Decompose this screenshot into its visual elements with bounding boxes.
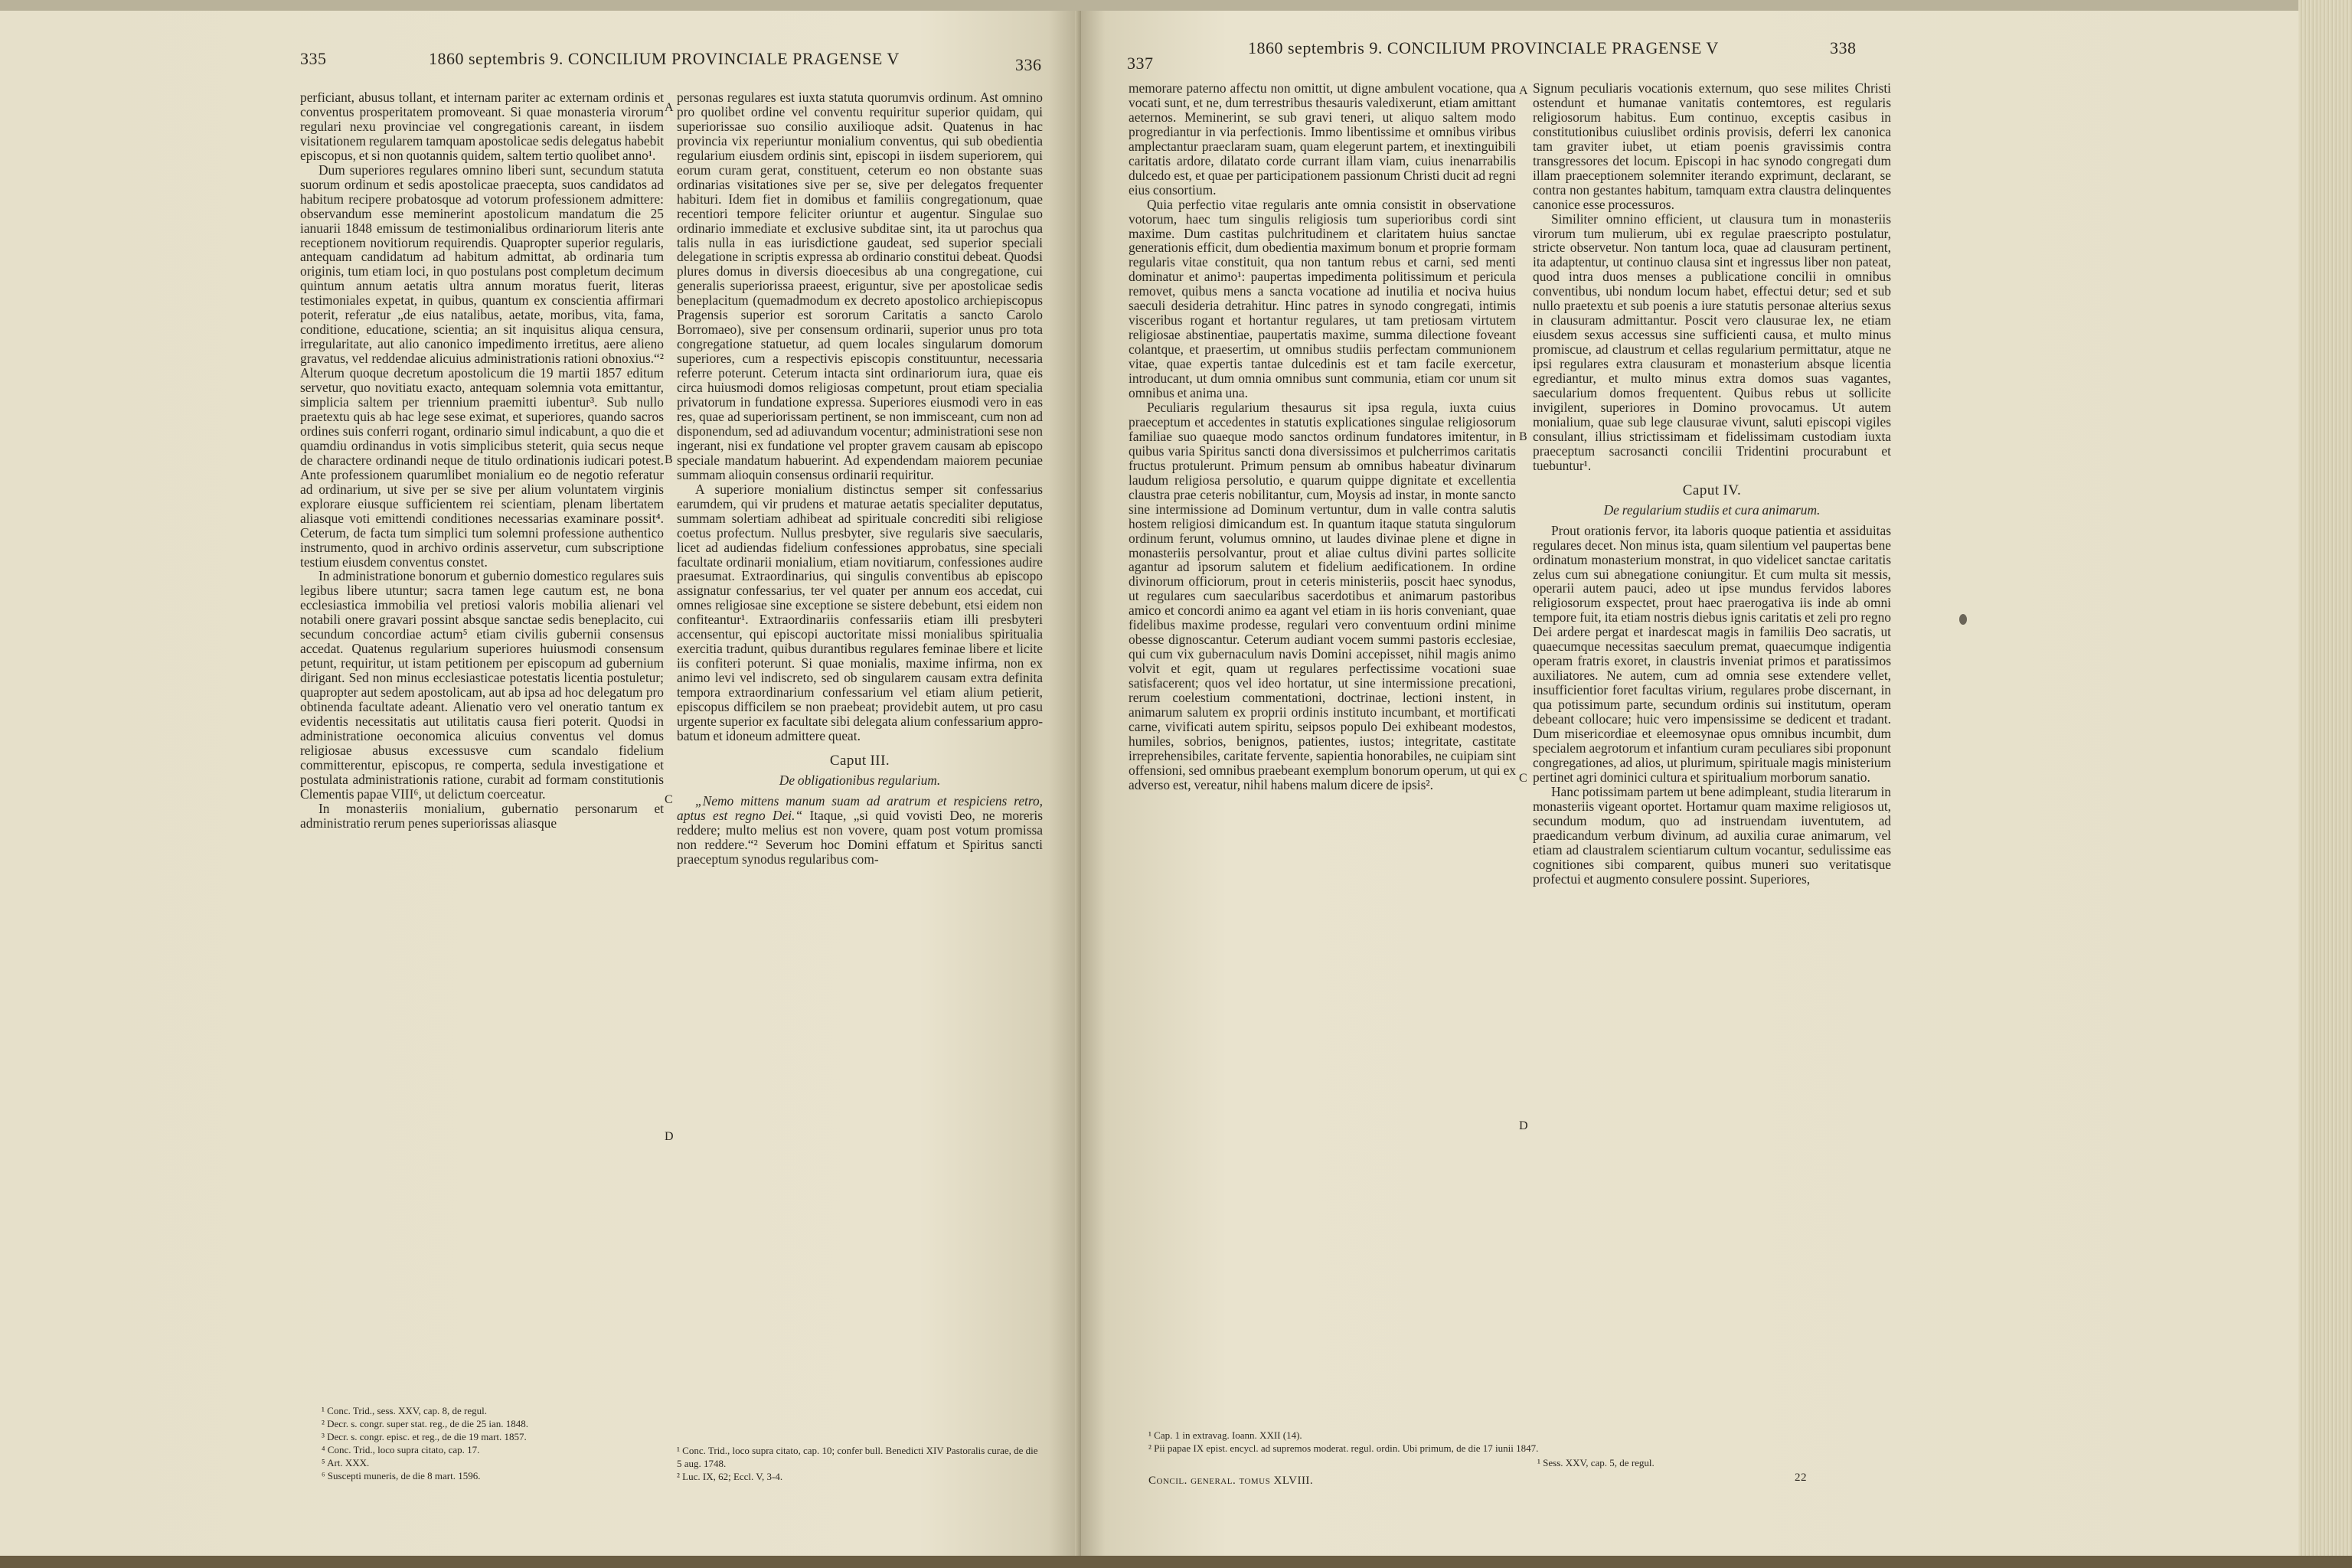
paragraph: Peculiaris regularium thesaurus sit ipsa regula, iuxta cuius praeceptum et accedentes in statutis explicationes singulae religiosorum familiae suo quaeque modo sanctos ordinum fundatores imitentur, in quibus varia Spiritus sancti dona diversissimos et pulcherrimos caritatis fructus protulerunt. Primum pensum ab omnibus habeatur divinarum laudum religiosa persolutio, e quarum quippe dignitate et excellentia claustra prae ceteris nobilitantur, cum, Moysis ad instar, in monte sancto sine intermissione ad Dominum vertuntur, dum in valle contra salutis hostem religiosi dimicandum est. In quantum itaque statuta singulorum ordinum ferunt, volumus omnino, ut laudes divinae plene et digne in monasteriis persolvantur, prout et aliae cultus divini partes sollicite agantur ad ipsorum salutem et fidelium aedificationem. In ordine divinorum officiorum, prout in ceteris ministeriis, poscit haec synodus, ut regulares cum saecularibus sacerdotibus et animarum pastoribus amico et concordi animo ea agant vel etiam in iis horis conveniant, quae fidelibus maxime prodesse, regulari vero conventuum ordini minime obesse dignoscantur. Ceterum audiant vocem summi pastoris ecclesiae, qui cum vix gubernaculum navis Domini accepisset, nihil magis animo volvit et egit, quam ut regulares perfectissime vocationi suae satisfacerent; quos vel ideo hortatur, ut sine intermissione precationi, rerum coelestium commentationi, doctrinae, lectioni instent, in animarum salutem ex proprii ordinis instituto incumbant, et mortificati carne, vivificati autem spiritu, seipsos populo Dei exhibeant modestos, humiles, sobrios, benignos, patientes, iustos; integritate, castitate irreprehensibiles, caritate fervente, sapientia honorabiles, ne cuipiam sint offensioni, sed omnibus praebeant exemplum bonorum operum, ut qui ex adverso est, vereatur, nihil habens malum dicere de ipsis². <box>1129 399 1516 792</box>
left-page <box>0 11 1081 1556</box>
chapter-title: Caput III. <box>829 752 890 769</box>
scripture-quote: „Nemo mittens manum suam ad aratrum et respiciens retro, aptus est regno Dei.“ <box>677 792 1043 823</box>
footnote: ⁵ Art. XXX. <box>322 1457 370 1468</box>
running-head-left: 1860 septembris 9. CONCILIUM PROVINCIALE PRAGENSE V <box>429 49 900 68</box>
right-page-column-1 <box>1129 81 1516 1413</box>
page-number-337: 337 <box>1127 54 1154 73</box>
left-page-column-1 <box>300 90 664 1370</box>
left-page-column-2 <box>677 90 1043 1418</box>
margin-letter-a: A <box>665 101 674 114</box>
page-number-335: 335 <box>300 49 327 68</box>
left-col2-footnotes <box>677 1444 1043 1483</box>
paragraph: Dum superiores regulares omnino liberi sunt, secundum statuta suorum ordinum et sedis apostolicae praecepta, suos candidatos ad habitum recipere probatosque ad votorum professionem admittere: observandum esse meminerint apostolicum mandatum die 25 ianuarii 1848 emissum de testimonialibus ordinariorum literis ante receptionem novitiorum requirendis. Quapropter superior regularis, antequam candidatum ad habitum admittat, ab ordinaria tum originis, tum etiam loci, in quo postulans post completum decimum quintum annum aetatis ultra annum moratus fuerit, literas testimoniales expetat, in quibus, quantum ex conscientia affirmari poterit, referatur „de eius natalibus, aetate, moribus, vita, fama, conditione, educatione, scientia; an sit inquisitus aliqua censura, irregularitate, aut alio canonico impedimento irretitus, aere alieno gravatus, vel reddendae alicuius administrationis rationi obnoxius.“² Alterum quoque decretum apostolicum die 19 martii 1857 editum servetur, quo novitiatu exacto, antequam solemnia vota emittantur, simplicia saltem per triennium praemitti iubentur³. Sub nullo praetextu quis ab hac lege sese eximat, et superiores, quando sacros ordines suis conferri rogant, ordinario simul indicabunt, a quo die et quamdiu ordinandus in votis simplicibus steterit, quia secus neque de charactere ordinandi neque de titulo ordinationis iudicari potest. Ante professionem quarumlibet monialium eo de negotio referatur ad ordinarium, ut sive per se sive per alium voluntatem virginis explorare eiusque sufficientem rei scientiam, plenam libertatem aliasque voti emittendi conditiones necessarias examinare possit⁴. Ceterum, de facta tum simplici tum solemni professione authentico instrumento, quod in archivo ordinis asservetur, cum subscriptione testium eiusdem conventus constet. <box>300 162 664 570</box>
footnote: ² Luc. IX, 62; Eccl. V, 3-4. <box>677 1471 783 1482</box>
book-top-edge <box>0 0 2352 11</box>
footnote: ² Decr. s. congr. super stat. reg., de die 25 ian. 1848. <box>322 1418 528 1429</box>
paragraph: perficiant, abusus tollant, et internam pariter ac externam ordinis et conventus prosperitatem promoveant. Si quae monasteria virorum regulari nexu provinciae vel congregationis careant, in iisdem visitationem regularem tamquam apostolicae sedis delegatus habebit episcopus, et si non quotannis quidem, saltem tertio quolibet anno¹. <box>300 90 664 163</box>
margin-letter-c: C <box>1519 772 1527 785</box>
margin-letter-b: B <box>1519 430 1527 443</box>
margin-letter-c: C <box>665 793 673 806</box>
paragraph: Prout orationis fervor, ita laboris quoque patientia et assiduitas regulares decet. Non minus ista, quam silentium vel paupertas bene ordinatum monasterium monstrat, in quo videlicet sanctae caritatis zelus cum sui abnegatione coniungitur. Et cum multa sit messis, operarii autem pauci, adeo ut ipse mundus fervidos labores religiosorum exspectet, prout haec praerogativa iis inde ab omni tempore fuit, ita etiam nostris diebus ignis caritatis et zeli pro regno Dei ardere pergat et inardescat magis in familiis Deo sacratis, ut quaecumque necessitas saeculum premat, quaecumque indigentia operam fratris exoret, in claustris inveniat primos et paratissimos auxiliatores. Ne autem, cum ad omnia sese extendere vellet, insufficientior foret facultas virium, regulares probe discernant, in qua potissimum parte, secundum ordinis sui institutum, operam debeant collocare; huic vero impensissime se dedicent et tradant. Dum misericordiae et eleemosynae opus omnibus incumbit, dum specialem aegrotorum et infantium curam peculiares sibi proponunt congregationes, ad alios, ut plurimum, spirituale magis ministerium pertinet agri dominici cultura et spiritualium morborum sanatio. <box>1533 522 1891 785</box>
ink-smudge <box>1959 614 1967 625</box>
chapter-title: Caput IV. <box>1682 482 1742 498</box>
book-bottom-edge <box>0 1556 2352 1568</box>
page-number-338: 338 <box>1830 38 1857 57</box>
footnote: ¹ Sess. XXV, cap. 5, de regul. <box>1537 1457 1655 1468</box>
sheet-number: 22 <box>1795 1472 1807 1484</box>
footnote: ⁴ Conc. Trid., loco supra citato, cap. 17. <box>322 1444 480 1455</box>
margin-letter-a: A <box>1519 84 1528 97</box>
paragraph-continuation: Itaque, „si quid vovisti Deo, ne moreris reddere; multo melius est non vovere, quam post votum promissa non reddere.“² Severum hoc Domini effatum et Spiritus sancti praeceptum synodus regularibus com- <box>677 807 1043 867</box>
signature-mark: Concil. general. tomus XLVIII. <box>1148 1475 1314 1487</box>
footnote: ¹ Conc. Trid., sess. XXV, cap. 8, de regul. <box>322 1405 487 1416</box>
paragraph: personas regulares est iuxta statuta quorumvis ordinum. Ast omnino pro quolibet ordine vel conventu requiritur superior quidam, qui superiorissae suo consilio auxilioque adsit. Quatenus in hac provincia vix reperiuntur monialium conventus, qui sub obedientia regularium eiusdem ordinis sint, episcopi in iisdem superiorem, qui eorum curam gerat, constituent, ceterum eo non obstante suas ordinarias visitationes sive per se, sive per delegatos frequenter habituri. Idem fiet in domibus et familiis congregationum, quae recentiori tempore feliciter oriuntur et augentur. Singulae suo ordinario immediate et exclusive subditae sint, ita ut parochus qua talis nulla in eas iurisdictione gaudeat, sed superior speciali delegatione in scriptis expressa ab ordinario constitui debeat. Quodsi plures domus in diversis dioecesibus ab una congregatione, cui generalis superiorissa praeest, eriguntur, sive per apostolicae sedis beneplacitum (quemadmodum ex decreto apostolico archiepiscopus Pragensis superior est sororum Caritatis a sancto Carolo Borromaeo), sive per consensum ordinarii, superior unus pro tota congregatione statuetur, ad quem locales singularum domorum superiores, cum a respectivis episcopis constituuntur, necessaria referre poterunt. Ceterum intacta sint ordinariorum iura, quae eis circa huiusmodi domos religiosas competunt, prout etiam specialia privatorum in fundatione expressa. Superiores eiusmodi vero in eas res, quae ad superiorissam pertinent, se non immisceant, cum non ad disponendum, sed ad adiuvandum vocentur; administrationi sese non ingerant, nisi ex fundatione vel propter gravem causam ab episcopo speciale mandatum habuerint. Ad expendendam maiorem pecuniae summam alioquin consensus ordinarii requiritur. <box>677 90 1043 482</box>
footnote: ² Pii papae IX epist. encycl. ad supremos moderat. regul. ordin. Ubi primum, de die 17 iunii 1847. <box>1148 1442 1539 1454</box>
margin-letter-d: D <box>665 1130 674 1143</box>
right-col2-footnotes <box>1537 1456 1655 1469</box>
paragraph: In monasteriis monialium, gubernatio personarum et administratio rerum penes superiorissas aliasque <box>300 800 664 831</box>
paragraph: In administratione bonorum et gubernio domestico regulares suis legibus libere utuntur; sacra tamen lege cautum est, ne bona ecclesiastica immobilia vel pretiosi valoris mobilia alienari vel notabili onere gravari possint absque sanctae sedis beneplacito, cui secundum concordiae actum⁵ etiam civilis gubernii consensus accedat. Quatenus regularium superiores huiusmodi consensum petunt, requiritur, ut istam petitionem per episcopum ad gubernium dirigant. Sed non minus ecclesiasticae potestatis licentia postuletur; quapropter aut sedem apostolicam, aut ab ipsa ad hoc delegatum pro obtinenda facultate adeant. Alienatio vero vel oneratio tantum ex evidentis necessitatis aut utilitatis causa fieri poterit. Quodsi in administratione oeconomica alicuius conventus vel domus religiosae abusus excessusve cum scandalo fidelium committerentur, episcopus, re comperta, sedula investigatione et postulata administrationis ratione, curabit ad formam constitutionis Clementis papae VIII⁶, ut delictum coerceatur. <box>300 568 664 802</box>
chapter-subtitle: De obligationibus regularium. <box>779 772 941 788</box>
footnote: ⁶ Suscepti muneris, de die 8 mart. 1596. <box>322 1470 481 1481</box>
book-fore-edge <box>2298 0 2352 1568</box>
footnote: ³ Decr. s. congr. episc. et reg., de die 19 mart. 1857. <box>322 1431 527 1442</box>
margin-letter-b: B <box>665 453 673 466</box>
chapter-subtitle: De regularium studiis et cura animarum. <box>1603 501 1821 518</box>
footnote: ¹ Cap. 1 in extravag. Ioann. XXII (14). <box>1148 1429 1302 1441</box>
paragraph: Quia perfectio vitae regularis ante omnia consistit in observatione votorum, haec tum singulis religiosis tum superioribus cordi sint maxime. Dum castitas pulchritudinem et claritatem huius sanctae generationis efficit, dum obedientia maximum bonum et proprie formam regularis vitae constituit, qua non tantum rebus et carni, sed menti dominatur et animo¹: paupertas impedimenta politissimum et pericula removet, quibus mens a sancta vocatione ad inutilia et nociva huius saeculi desideria detrahitur. Hinc patres in synodo congregati, intimis visceribus rogant et hortantur regulares, ut tam pretiosam virtutem religiosae abstinentiae, paupertatis maxime, summa dilectione foveant colantque, et praesertim, ut omnibus studiis perfectam communionem vitae, quae expertis tantae dulcedinis est et tam facile exercetur, introducant, ut dum omnia omnibus sunt communia, etiam cor unum sit omnibus et anima una. <box>1129 196 1516 401</box>
paragraph <box>677 794 1043 867</box>
paragraph: Similiter omnino efficient, ut clausura tum in monasteriis virorum tum mulierum, ubi ex regulae praescripto postulatur, stricte observetur. Non tantum loca, quae ad clausuram pertinent, ita adaptentur, ut continuo clausa sint et ingressus liber non pateat, quod intra duos menses a publicatione concilii in omnibus conventibus, ubi nondum locum habet, effectui detur; sed et sub nullo praetextu et sub poenis a iure statutis personae alterius sexus in clausuram admittantur. Poscit vero clausurae lex, ne etiam eiusdem sexus accessus sine sufficienti causa, et multo minus promiscue, ad claustrum et cellas regularium permittatur, atque ne ipsi regulares extra clausuram et monasterium absque licentia egrediantur, et multo minus extra domos suas vagantes, saecularium domos frequentent. Quibus rebus ut sollicite invigilent, superiores in Domino provocamus. Ut autem monialium, quae sub lege clausurae vivunt, saluti episcopi vigiles consulant, illius strictissimam et fidelissimam custodiam iuxta praeceptum sacrosancti concilii Tridentini procurabunt et tuebuntur¹. <box>1533 211 1891 473</box>
paragraph: memorare paterno affectu non omittit, ut digne ambulent vocatione, qua vocati sunt, et ne, dum terrestribus thesauris valedixerunt, etiam amittant aeternos. Meminerint, se sub gravi teneri, ut aliquo saltem modo progrediantur in via perfectionis. Immo libentissime et omnibus viribus amplectantur praeclaram suam, quam elegerunt partem, et inextinguibili caritatis ardore, dilatato corde currant illam viam, cuius inenarrabilis dulcedo est, et quae per participationem passionum Christi ducit ad regni eius consortium. <box>1129 81 1516 198</box>
right-page <box>1081 11 2298 1556</box>
footnote: ¹ Conc. Trid., loco supra citato, cap. 10; confer bull. Benedicti XIV Pastoralis curae, de die 5 aug. 1748. <box>677 1445 1038 1469</box>
left-col1-footnotes <box>322 1404 528 1482</box>
right-page-column-2 <box>1533 81 1891 1438</box>
right-col1-footnotes <box>1148 1429 1538 1455</box>
running-head-right: 1860 septembris 9. CONCILIUM PROVINCIALE PRAGENSE V <box>1248 38 1719 57</box>
page-number-336: 336 <box>1015 55 1042 74</box>
paragraph: Hanc potissimam partem ut bene adimpleant, studia literarum in monasteriis vigeant oportet. Hortamur quam maxime religiosos ut, secundum modum, quo ad instruendam iuventutem, ad praedicandum verbum divinum, ad auxilia curae animarum, vel etiam ad claustralem scientiarum cultum vocantur, sedulissime eas cognitiones sibi comparent, quibus muneri suo veritatisque profectui et augmento consulere possint. Superiores, <box>1533 783 1891 887</box>
margin-letter-d: D <box>1519 1119 1528 1132</box>
paragraph: Signum peculiaris vocationis externum, quo sese milites Christi ostendunt et humanae vanitatis contemtores, est regularis religiosorum habitus. Eum continuo, exceptis casibus in constitutionibus cuiuslibet ordinis provisis, deferri lex canonica tam graviter iubet, ut etiam poenis gravissimis contra transgressores det locum. Episcopi in hac synodo congregati dum illam praeceptionem solemniter iterando exprimunt, declarant, se contra non gestantes habitum, tamquam extra claustra delinquentes canonice esse processuros. <box>1533 81 1891 212</box>
paragraph: A superiore monialium distinctus semper sit confessarius earumdem, qui vir prudens et maturae aetatis specialiter deputatus, summam solertiam adhibeat ad spirituale concrediti sibi religiose coetus profectum. Nullus presbyter, sive regularis sive saecularis, licet ad audiendas fidelium confessiones approbatus, sine speciali facultate ordinarii monialium, etiam novitiarum, confessiones audire praesumat. Extraordinarius, qui singulis conventibus ab episcopo assignatur confessarius, ter vel quater per annum eos accedat, cui omnes religiosae sine exceptione se sistere debebunt, etsi eidem non confiteantur¹. Extraordinariis confessariis etiam illi presbyteri accensentur, qui episcopi auctoritate missi monialibus spiritualia exercitia tradunt, quibus durantibus regulares feminae libere et licite iis confiteri poterunt. Si quae monialis, maxime infirma, non ex animo levi vel indiscreto, sed ob singularem causam extra definita tempora extraordinarium confessarium vel etiam alium petierit, episcopus difficilem se non praebeat; providebit autem, ut pro casu urgente superior ex facultate sibi delegata alium confessarium approbatum et idoneum admittere queat. <box>677 481 1043 743</box>
